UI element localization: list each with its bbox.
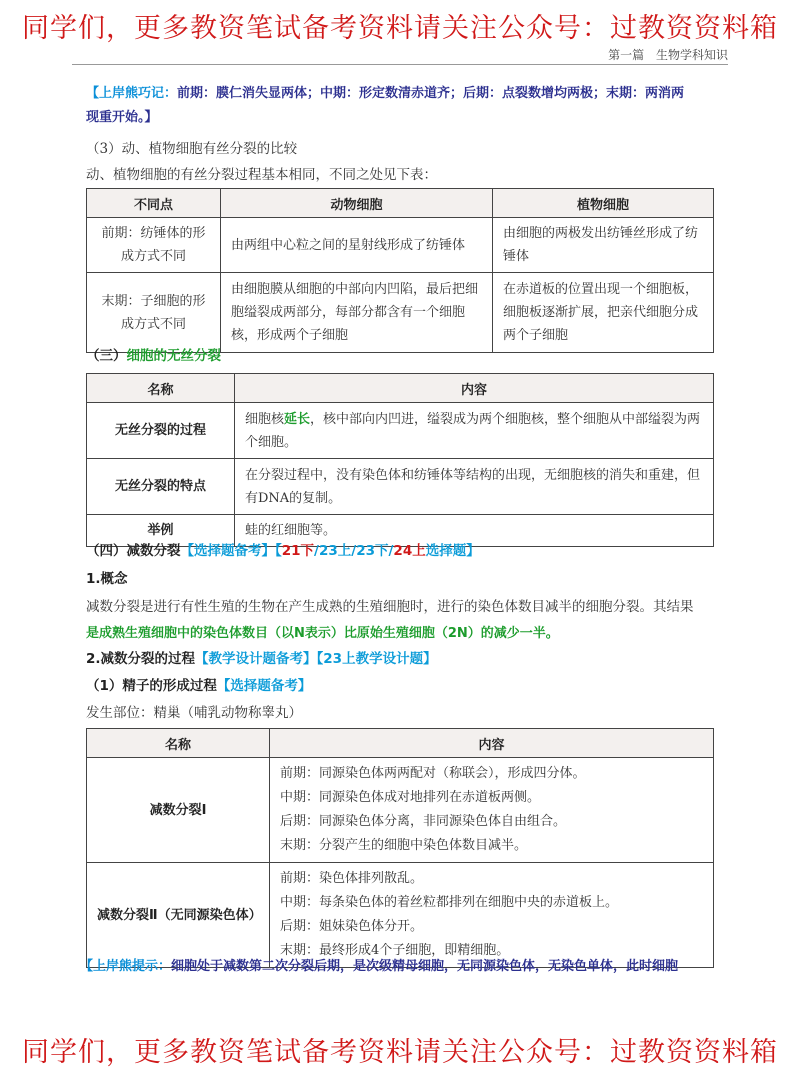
- stage-line: 后期：姐妹染色体分开。: [280, 919, 424, 934]
- page-header: [608, 46, 728, 63]
- col-header: 不同点: [87, 189, 221, 218]
- stage-line: 前期：同源染色体两两配对（称联会），形成四分体。: [280, 766, 586, 781]
- concept-text: 减数分裂是进行有性生殖的生物在产生成熟的生殖细胞时，进行的染色体数目减半的细胞分裂。其结果 是成熟生殖细胞中的染色体数目（以N表示）比原始生殖细胞（2N）的减少一半。: [86, 599, 694, 641]
- table-row: [87, 218, 714, 273]
- stage-line: 前期：染色体排列散乱。: [280, 871, 424, 886]
- cell-name: 减数分裂Ⅰ: [87, 758, 270, 863]
- cell-stages: [270, 758, 714, 863]
- meiosis-heading: （四）减数分裂【选择题备考】【21下/23上/23下/24上选择题】: [86, 543, 480, 559]
- sperm-heading: （1）精子的形成过程【选择题备考】: [86, 678, 312, 694]
- cell-content: 蛙的红细胞等。: [235, 515, 714, 547]
- col-header: 名称: [87, 729, 270, 758]
- cell-content: 在分裂过程中，没有染色体和纺锤体等结构的出现，无细胞核的消失和重建，但有DNA的复制。: [235, 459, 714, 515]
- stage-line: 中期：同源染色体成对地排列在赤道板两侧。: [280, 790, 541, 805]
- cell-plant: 由细胞的两极发出纺锤丝形成了纺锤体: [493, 218, 714, 273]
- location-text: 发生部位：精巢（哺乳动物称睾丸）: [86, 705, 302, 721]
- hint-tip: 【上岸熊提示：细胞处于减数第二次分裂后期，是次级精母细胞，无同源染色体，无染色单体，此时细胞: [80, 959, 679, 974]
- sec3-intro: 动、植物细胞的有丝分裂过程基本相同，不同之处见下表：: [86, 167, 437, 183]
- col-header: 名称: [87, 374, 235, 403]
- cell-name: 无丝分裂的过程: [87, 403, 235, 459]
- meiosis-table: [86, 728, 714, 968]
- cell-name: 减数分裂Ⅱ（无同源染色体）: [87, 863, 270, 968]
- stage-line: 末期：最终形成4个子细胞，即精细胞。: [280, 943, 510, 958]
- sec3-heading: （3）动、植物细胞有丝分裂的比较: [86, 141, 298, 157]
- table-row: [87, 459, 714, 515]
- cell-name: 举例: [87, 515, 235, 547]
- stage-line: 中期：每条染色体的着丝粒都排列在细胞中央的赤道板上。: [280, 895, 619, 910]
- mnemonic-tip: 【上岸熊巧记：前期：膜仁消失显两体；中期：形定数清赤道齐；后期：点裂数增均两极；末期：两消两 现重开始。】: [86, 86, 685, 125]
- table-row: [87, 758, 714, 863]
- cell-stages: [270, 863, 714, 968]
- concept-heading: 1.概念: [86, 571, 128, 587]
- cell-animal: 由细胞膜从细胞的中部向内凹陷，最后把细胞缢裂成两部分，每部分都含有一个细胞核，形成两个子细胞: [221, 273, 493, 353]
- table-row: [87, 403, 714, 459]
- stage-line: 末期：分裂产生的细胞中染色体数目减半。: [280, 838, 528, 853]
- col-header: 内容: [235, 374, 714, 403]
- stage-line: 后期：同源染色体分离，非同源染色体自由组合。: [280, 814, 567, 829]
- table-row: [87, 863, 714, 968]
- cell-point: 前期：纺锤体的形成方式不同: [87, 218, 221, 273]
- bottom-banner: 同学们，更多教资笔试备考资料请关注公众号：过教资资料箱: [22, 1037, 778, 1068]
- header-section: 第一篇: [608, 48, 645, 62]
- cell-animal: 由两组中心粒之间的星射线形成了纺锤体: [221, 218, 493, 273]
- cell-content: 细胞核延长，核中部向内凹进，缢裂成为两个细胞核，整个细胞从中部缢裂为两个细胞。: [235, 403, 714, 459]
- col-header: 植物细胞: [493, 189, 714, 218]
- amitosis-heading: （三）细胞的无丝分裂: [86, 348, 221, 364]
- col-header: 内容: [270, 729, 714, 758]
- header-subject: 生物学科知识: [655, 48, 728, 62]
- process-heading: 2.减数分裂的过程【教学设计题备考】【23上教学设计题】: [86, 651, 437, 667]
- cell-plant: 在赤道板的位置出现一个细胞板，细胞板逐渐扩展，把亲代细胞分成两个子细胞: [493, 273, 714, 353]
- header-divider: [72, 64, 728, 65]
- cell-name: 无丝分裂的特点: [87, 459, 235, 515]
- top-banner: 同学们，更多教资笔试备考资料请关注公众号：过教资资料箱: [22, 13, 778, 44]
- cell-point: 末期：子细胞的形成方式不同: [87, 273, 221, 353]
- col-header: 动物细胞: [221, 189, 493, 218]
- table-row: [87, 273, 714, 353]
- mitosis-comparison-table: [86, 188, 714, 353]
- amitosis-table: [86, 373, 714, 547]
